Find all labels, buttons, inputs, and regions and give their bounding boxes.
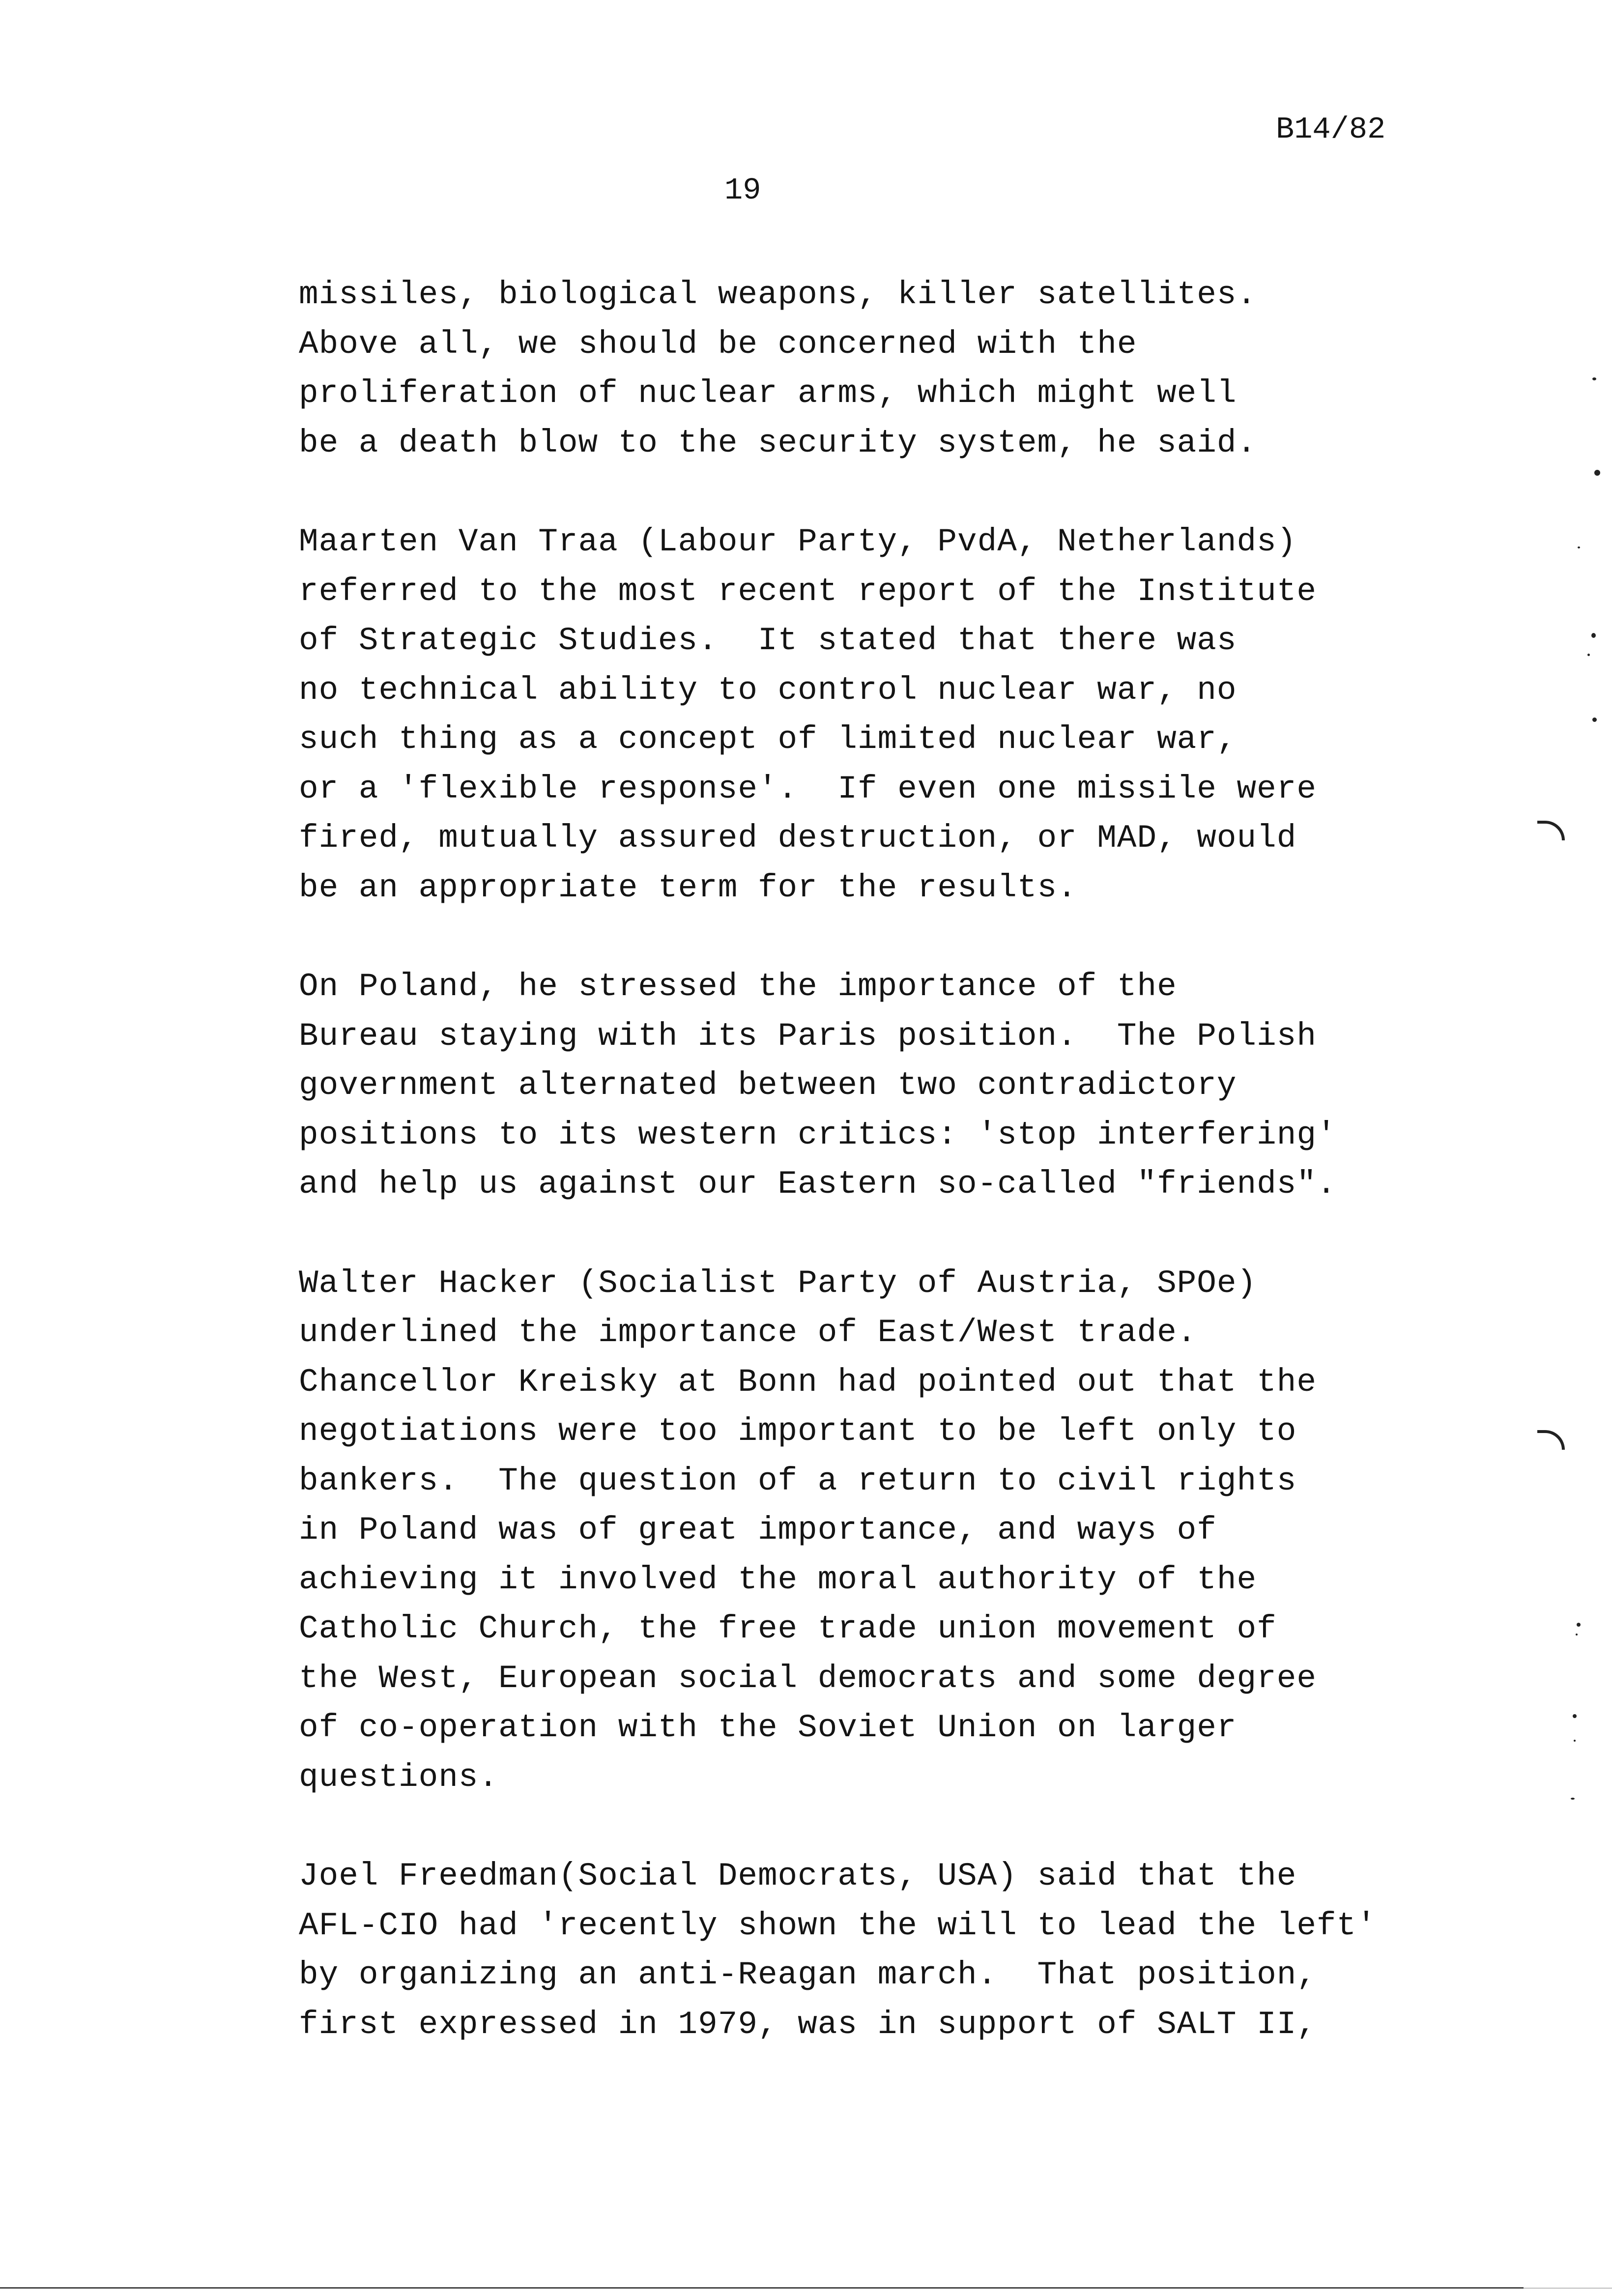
text-line: AFL-CIO had 'recently shown the will to lead the left' <box>299 1907 1377 1944</box>
scan-speck <box>1594 470 1600 476</box>
text-line: On Poland, he stressed the importance of the <box>299 968 1177 1005</box>
paragraph-2 <box>299 517 1400 913</box>
scan-speck <box>1592 377 1596 380</box>
scan-speck <box>1587 654 1590 656</box>
text-line: Bureau staying with its Paris position. The Polish <box>299 1017 1317 1055</box>
text-line: achieving it involved the moral authority of the <box>299 1561 1257 1598</box>
text-line: first expressed in 1979, was in support of SALT II, <box>299 2006 1317 2043</box>
text-line: or a 'flexible response'. If even one missile were <box>299 770 1317 807</box>
text-line: be an appropriate term for the results. <box>299 869 1077 906</box>
scan-speck <box>1577 1623 1581 1627</box>
text-line: negotiations were too important to be left only to <box>299 1413 1297 1450</box>
scan-speck <box>1591 633 1596 638</box>
text-line: Catholic Church, the free trade union movement of <box>299 1610 1277 1647</box>
text-line: questions. <box>299 1758 499 1796</box>
paragraph-5 <box>299 1852 1400 2049</box>
text-line: government alternated between two contradictory <box>299 1067 1237 1104</box>
page-bottom-edge <box>1524 2288 1612 2289</box>
paragraph-3 <box>299 962 1400 1209</box>
text-line: underlined the importance of East/West trade. <box>299 1314 1197 1351</box>
text-line: fired, mutually assured destruction, or MAD, would <box>299 820 1297 857</box>
text-line: of Strategic Studies. It stated that there was <box>299 622 1237 659</box>
paragraph-4 <box>299 1259 1400 1803</box>
text-line: Walter Hacker (Socialist Party of Austria, SPOe) <box>299 1264 1257 1302</box>
text-line: and help us against our Eastern so-called "friends". <box>299 1166 1337 1203</box>
scan-speck <box>1573 1714 1577 1718</box>
binding-mark <box>1537 1430 1565 1450</box>
page-number: 19 <box>724 173 761 208</box>
scan-speck <box>1592 718 1597 722</box>
text-line: no technical ability to control nuclear war, no <box>299 671 1237 709</box>
text-line: in Poland was of great importance, and ways of <box>299 1512 1217 1549</box>
text-line: the West, European social democrats and some degree <box>299 1660 1317 1697</box>
scan-speck <box>1574 1740 1576 1742</box>
document-reference: B14/82 <box>1276 112 1386 147</box>
body-text <box>299 270 1400 2099</box>
text-line: such thing as a concept of limited nuclear war, <box>299 721 1237 758</box>
binding-mark <box>1537 821 1565 840</box>
text-line: be a death blow to the security system, he said. <box>299 424 1257 461</box>
text-line: Above all, we should be concerned with the <box>299 325 1137 363</box>
text-line: of co-operation with the Soviet Union on larger <box>299 1709 1237 1746</box>
text-line: positions to its western critics: 'stop interfering' <box>299 1116 1337 1153</box>
scan-speck <box>1578 546 1580 548</box>
text-line: Maarten Van Traa (Labour Party, PvdA, Netherlands) <box>299 523 1297 560</box>
paragraph-1 <box>299 270 1400 468</box>
scan-speck <box>1576 1634 1578 1636</box>
text-line: bankers. The question of a return to civil rights <box>299 1462 1297 1499</box>
page-bottom-edge <box>0 2287 1524 2289</box>
text-line: referred to the most recent report of the Institute <box>299 573 1317 610</box>
text-line: Chancellor Kreisky at Bonn had pointed out that the <box>299 1363 1317 1401</box>
scan-speck <box>1571 1798 1575 1800</box>
text-line: proliferation of nuclear arms, which might well <box>299 375 1237 412</box>
text-line: Joel Freedman(Social Democrats, USA) said that the <box>299 1858 1297 1894</box>
text-line: by organizing an anti-Reagan march. That position, <box>299 1956 1317 1993</box>
text-line: missiles, biological weapons, killer satellites. <box>299 276 1257 313</box>
